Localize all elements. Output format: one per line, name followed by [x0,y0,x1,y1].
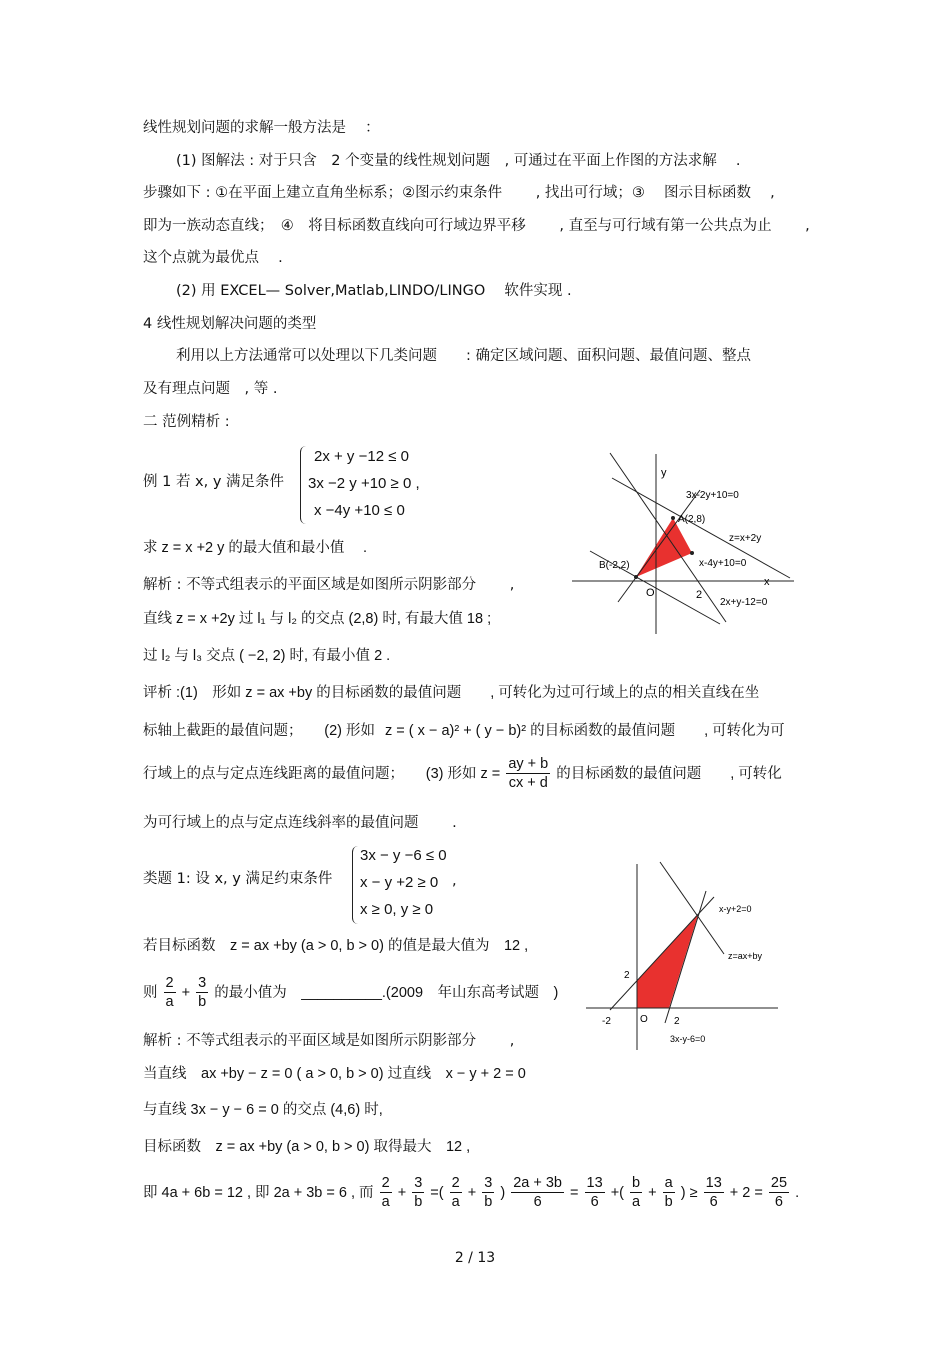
constraint-row: 3x −2 y +10 ≥ 0 , [308,475,420,492]
example2-condition: 若目标函数 z = ax +by (a > 0, b > 0) 的值是最大值为 12 , [143,938,529,954]
paragraph-method-intro: 线性规划问题的求解一般方法是 ： [143,120,380,136]
constraint-row: x −4y +10 ≤ 0 [314,502,405,519]
example1-solution-1: 解析 : 不等式组表示的平面区域是如图所示阴影部分 , [143,577,515,593]
review-1: 评析 :(1) 形如 z = ax +by 的目标函数的最值问题 , 可转化为过可行域上的点的相关直线在坐 [143,685,760,701]
example2-solution-5: 即 4a + 6b = 12 , 即 2a + 3b = 6 , 而 $\frac{2}{a}$ + $\frac{3}{b}$ =( $\frac{2}{a}$ + $\frac{3}{b}$ ) $\frac{2a + 3b}{6}$ = $\frac{13}{6}$ +( $\frac{b}{a}$ + $\frac{a}{b}$ ) ≥ $\frac{13}{6}$ + 2 = $\frac{25}{6}$ . [143,1175,800,1211]
line-label-2x-y: 2x+y-12=0 [720,597,768,608]
review-2: 标轴上截距的最值问题； (2) 形如 z = ( x − a)² + ( y − b)² 的目标函数的最值问题 , 可转化为可 [143,723,785,739]
fraction: $\frac{ay + b}{cx + d}$ [508,756,549,792]
paragraph-types-1: 利用以上方法通常可以处理以下几类问题 : 确定区域问题、面积问题、最值问题、整点 [176,348,751,364]
line-label-3x-2y: 3x-2y+10=0 [686,490,739,501]
point-b-label: B(-2,2) [599,560,630,571]
paragraph-software: (2) 用 EXCEL— Solver,Matlab,LINDO/LINGO 软件实现 . [176,283,572,299]
example2-solution-1: 解析 : 不等式组表示的平面区域是如图所示阴影部分 , [143,1033,515,1049]
paragraph-steps-2: 即为一族动态直线； ④ 将目标函数直线向可行域边界平移 , 直至与可行域有第一公共点为止 , [143,218,810,234]
example2-constraints [352,846,464,924]
example1-solution-3: 过 l₂ 与 l₃ 交点 ( −2, 2) 时, 有最小值 2 . [143,648,391,664]
tick-label-neg: -2 [602,1016,611,1027]
line-label-x-4y: x-4y+10=0 [699,558,747,569]
constraint-row: x − y +2 ≥ 0 [360,874,439,891]
example1-label: 例 1 若 x, y 满足条件 [143,474,285,490]
constraint-row: 2x + y −12 ≤ 0 [314,448,409,465]
feasible-region [636,518,692,577]
y-axis-label: y [661,467,667,479]
figure-example1 [568,448,800,638]
x-axis-label: x [764,576,770,588]
paragraph-steps-3: 这个点就为最优点 . [143,250,283,266]
line-z-objective [660,862,724,954]
constraint-row: 3x − y −6 ≤ 0 [360,847,447,864]
example1-solution-2: 直线 z = x +2y 过 l₁ 与 l₂ 的交点 (2,8) 时, 有最大值 18 ; [143,611,492,627]
example2-solution-4: 目标函数 z = ax +by (a > 0, b > 0) 取得最大 12 , [143,1139,471,1155]
figure-example2 [582,858,782,1053]
objective-label: z=x+2y [729,533,762,544]
line-label-x-y: x-y+2=0 [719,904,752,914]
line-z-objective [610,453,726,622]
paragraph-types-2: 及有理点问题 , 等 . [143,381,278,397]
example2-solution-3: 与直线 3x − y − 6 = 0 的交点 (4,6) 时, [143,1102,383,1118]
page-number: 2 / 13 [454,1250,496,1266]
feasible-region [637,915,698,1008]
point-a-label: A(2,8) [678,514,706,525]
section-heading-examples: 二 范例精析 : [143,414,230,430]
example2-label: 类题 1: 设 x, y 满足约束条件 [143,871,333,887]
tick-label-x: 2 [674,1016,680,1027]
point-a [671,516,675,520]
paragraph-steps-1: 步骤如下 : ①在平面上建立直角坐标系；②图示约束条件 , 找出可行域；③ 图示目标函数 , [143,185,775,201]
example2-comma: , [452,873,457,889]
point-b [634,575,638,579]
section-heading-types: 4 线性规划解决问题的类型 [143,316,317,332]
line-label-3x-y: 3x-y-6=0 [670,1034,706,1044]
example2-question: 则 $\frac{2}{a}$ + $\frac{3}{b}$ 的最小值为 __________.(2009 年山东高考试题 ) [143,975,559,1011]
point-vertex [690,551,694,555]
example1-question: 求 z = x +2 y 的最大值和最小值 . [143,540,367,556]
objective-label: z=ax+by [728,951,763,961]
origin-label: O [646,587,655,599]
paragraph-graphic-method: (1) 图解法 : 对于只含 2 个变量的线性规划问题 , 可通过在平面上作图的方法求解 . [176,153,741,169]
tick-label: 2 [696,589,703,601]
origin-label: O [640,1014,648,1025]
review-3: 行域上的点与定点连线距离的最值问题； (3) 形如 z = $\frac{ay + b}{cx + d}$ 的目标函数的最值问题 , 可转化 [143,756,782,792]
review-4: 为可行域上的点与定点连线斜率的最值问题 . [143,815,457,831]
example1-constraints [300,446,450,524]
example2-solution-2: 当直线 ax +by − z = 0 ( a > 0, b > 0) 过直线 x − y + 2 = 0 [143,1066,526,1082]
tick-label-y: 2 [624,970,630,981]
constraint-row: x ≥ 0, y ≥ 0 [360,901,434,918]
